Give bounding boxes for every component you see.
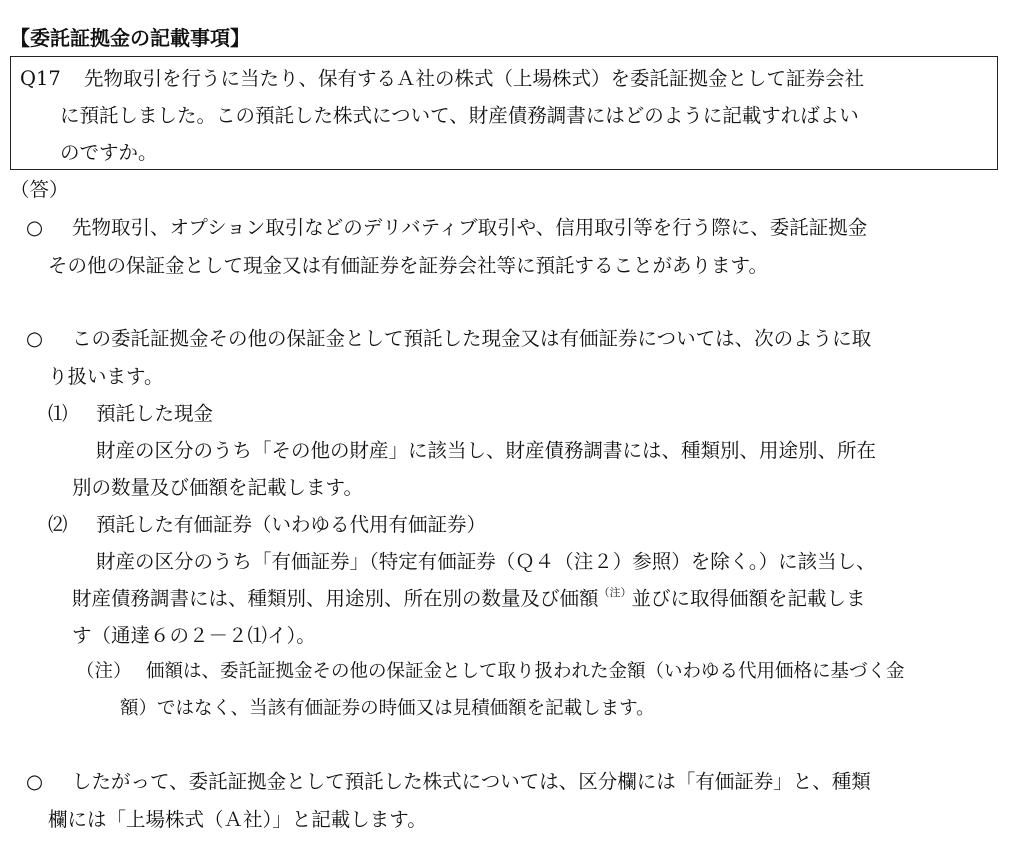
item2-line-2 [72,586,866,610]
item1-line-2: 別の数量及び価額を記載します。 [72,476,363,499]
item1-line-1: 財産の区分のうち「その他の財産」に該当し、財産債務調書には、種類別、用途別、所在 [96,439,877,462]
para3-bullet: ○ [26,770,44,793]
item1-number: ⑴ [48,402,68,425]
item2-number: ⑵ [48,513,68,536]
note-line-1: 価額は、委託証拠金その他の保証金として取り扱われた金額（いわゆる代用価格に基づく金 [146,661,905,682]
item2-line-3: す（通達６の２－２⑴イ）。 [72,624,316,647]
question-number: Q17 [20,67,61,90]
para1-line-2: その他の保証金として現金又は有価証券を証券会社等に預託することがあります。 [48,254,768,277]
item1-title: 預託した現金 [96,402,214,425]
item2-line-1: 財産の区分のうち「有価証券」（特定有価証券（Ｑ４（注２）参照）を除く。）に該当し、 [96,550,876,573]
question-line-3: のですか。 [60,141,158,164]
para3-line-1: したがって、委託証拠金として預託した株式については、区分欄には「有価証券」と、種類 [72,770,871,793]
item2-line-2a: 財産債務調書には、種類別、用途別、所在別の数量及び価額 [72,587,599,610]
para3-line-2: 欄には「上場株式（Ａ社）」と記載します。 [48,808,427,831]
para2-line-2: り扱います。 [48,365,164,388]
section-heading: 【委託証拠金の記載事項】 [10,26,250,50]
note-line-2: 額）ではなく、当該有価証券の時価又は見積価額を記載します。 [120,698,655,719]
answer-label: （答） [10,178,69,201]
item2-line-2b: 並びに取得価額を記載しま [631,587,866,610]
item2-title: 預託した有価証券（いわゆる代用有価証券） [96,513,487,536]
question-line-2: に預託しました。この預託した株式について、財産債務調書にはどのように記載すればよい [60,104,859,127]
para2-bullet: ○ [26,327,44,350]
para1-bullet: ○ [26,216,44,239]
para2-line-1: この委託証拠金その他の保証金として預託した現金又は有価証券については、次のように取 [72,327,872,350]
para1-line-1: 先物取引、オプション取引などのデリバティブ取引や、信用取引等を行う際に、委託証拠金 [72,216,868,239]
note-label: （注） [76,661,132,682]
question-line-1: 先物取引を行うに当たり、保有するＡ社の株式（上場株式）を委託証拠金として証券会社 [84,67,865,90]
note-reference-mark: （注） [598,586,632,599]
